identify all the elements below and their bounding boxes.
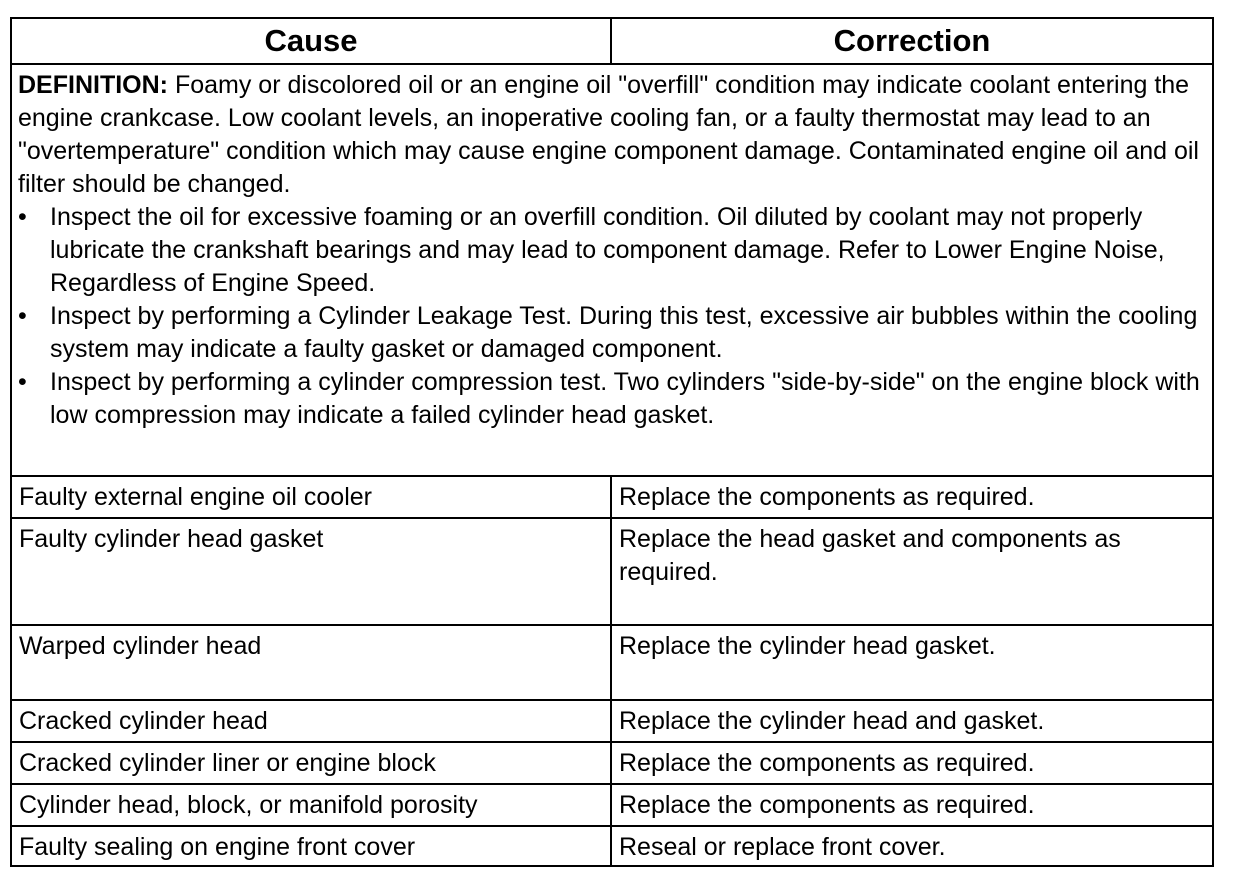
table-row	[11, 700, 1213, 742]
definition-cell	[11, 64, 1213, 476]
inspection-item	[18, 300, 1206, 366]
bullet-icon: •	[18, 302, 27, 330]
definition-label: DEFINITION:	[18, 71, 168, 99]
inspection-item-text: Inspect by performing a Cylinder Leakage Test. During this test, excessive air bubbles within the cooling system may indicate a faulty gasket or damaged component.	[50, 302, 1198, 363]
correction-cell: Replace the cylinder head gasket.	[611, 625, 1213, 700]
correction-cell: Replace the components as required.	[611, 784, 1213, 826]
table-row	[11, 784, 1213, 826]
correction-cell: Replace the head gasket and components as required.	[611, 518, 1213, 625]
inspection-item-text: Inspect by performing a cylinder compression test. Two cylinders "side-by-side" on the engine block with low compression may indicate a failed cylinder head gasket.	[50, 368, 1200, 429]
inspection-list	[18, 201, 1206, 432]
cause-cell: Faulty cylinder head gasket	[11, 518, 611, 625]
header-row	[11, 18, 1213, 64]
table-row	[11, 826, 1213, 866]
cause-cell: Warped cylinder head	[11, 625, 611, 700]
definition-row	[11, 64, 1213, 476]
table-row	[11, 625, 1213, 700]
cause-cell: Faulty external engine oil cooler	[11, 476, 611, 518]
cause-cell: Faulty sealing on engine front cover	[11, 826, 611, 866]
table-row	[11, 476, 1213, 518]
correction-cell: Replace the components as required.	[611, 476, 1213, 518]
diagnostic-table-container	[10, 17, 1212, 867]
inspection-item-text: Inspect the oil for excessive foaming or an overfill condition. Oil diluted by coolant may not properly lubricate the crankshaft bearings and may lead to component damage. Refer to Lower Engine Noise, Regardless of Engine Speed.	[50, 203, 1165, 297]
bullet-icon: •	[18, 368, 27, 396]
correction-cell: Replace the components as required.	[611, 742, 1213, 784]
table-row	[11, 742, 1213, 784]
correction-cell: Reseal or replace front cover.	[611, 826, 1213, 866]
diagnostic-table	[10, 17, 1214, 867]
correction-header: Correction	[611, 18, 1213, 64]
definition-text: Foamy or discolored oil or an engine oil "overfill" condition may indicate coolant entering the engine crankcase. Low coolant levels, an inoperative cooling fan, or a faulty thermostat may lead to an "overtemperature" condition which may cause engine component damage. Contaminated engine oil and oil filter should be changed.	[18, 71, 1199, 198]
table-row	[11, 518, 1213, 625]
inspection-item	[18, 201, 1206, 300]
definition-paragraph	[18, 69, 1206, 201]
cause-cell: Cracked cylinder liner or engine block	[11, 742, 611, 784]
correction-cell: Replace the cylinder head and gasket.	[611, 700, 1213, 742]
inspection-item	[18, 366, 1206, 432]
cause-cell: Cylinder head, block, or manifold porosity	[11, 784, 611, 826]
cause-cell: Cracked cylinder head	[11, 700, 611, 742]
cause-header: Cause	[11, 18, 611, 64]
bullet-icon: •	[18, 203, 27, 231]
